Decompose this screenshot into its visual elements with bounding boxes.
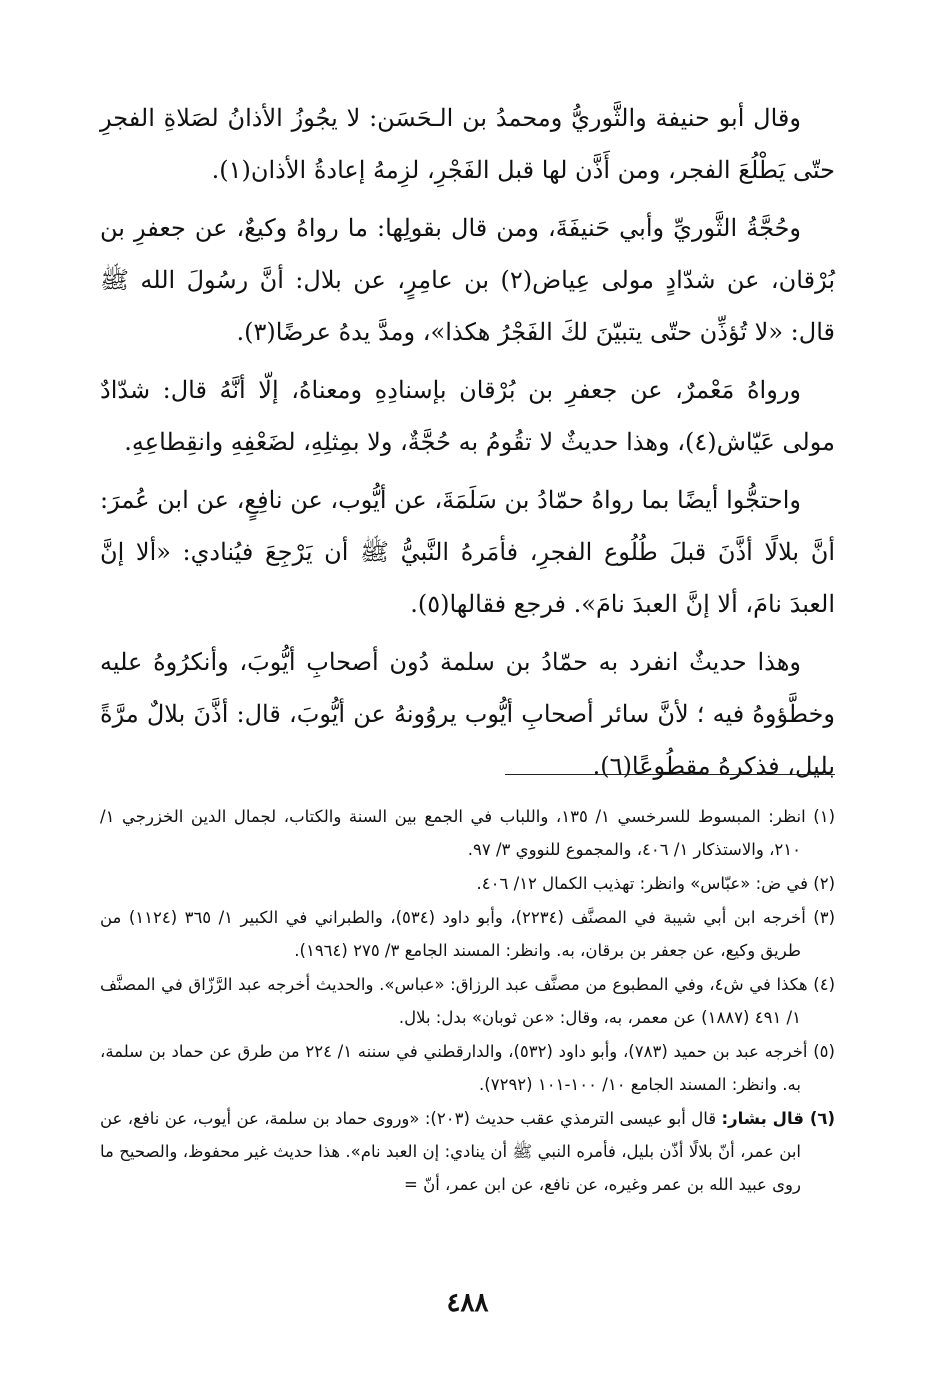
paragraph: واحتجُّوا أيضًا بما رواهُ حمّادُ بن سَلَمَةَ، عن أيُّوب، عن نافِعٍ، عن ابن عُمرَ: أنَّ بلالًا أذَّنَ قبلَ طُلُوع الفجرِ، فأمَرهُ النَّبيُّ ﷺ أن يَرْجِعَ فيُنادي: «ألا إنَّ العبدَ نامَ، ألا إنَّ العبدَ نامَ». فرجع فقالها(٥). bbox=[99, 486, 836, 618]
footnote bbox=[100, 1102, 835, 1201]
footnote-text: (٤) هكذا في ش٤، وفي المطبوع من مصنَّف عبد الرزاق: «عباس». والحديث أخرجه عبد الرَّزّاق في المصنَّف ١/ ٤٩١ (١٨٨٧) عن معمر، به، وقال: «عن ثوبان» بدل: بلال. bbox=[100, 975, 835, 1027]
footnote-separator bbox=[505, 774, 835, 775]
footnote bbox=[100, 968, 835, 1034]
paragraph: وقال أبو حنيفة والثَّوريُّ ومحمدُ بن الـحَسَن: لا يجُوزُ الأذانُ لصَلاةِ الفجرِ حتّى يَطْلُعَ الفجر، ومن أَذَّن لها قبل الفَجْرِ، لزِمهُ إعادةُ الأذان(١). bbox=[100, 104, 835, 184]
footnote-text: قال أبو عيسى الترمذي عقب حديث (٢٠٣): «وروى حماد بن سلمة، عن أيوب، عن نافع، عن ابن عمر، أنّ بلالًا أذّن بليل، فأمره النبي ﷺ أن ينادي: إن العبد نام». هذا حديث غير محفوظ، والصحيح ما روى عبيد الله بن عمر وغيره، عن نافع، عن ابن عمر، أنّ = bbox=[100, 1109, 801, 1194]
footnote-lead: (٦) قال بشار: bbox=[721, 1109, 835, 1128]
footnote bbox=[100, 800, 835, 866]
page-number: ٤٨٨ bbox=[446, 1288, 489, 1318]
footnote-text: (٢) في ض: «عبّاس» وانظر: تهذيب الكمال ١٢/ ٤٠٦. bbox=[476, 874, 835, 893]
footnote bbox=[100, 1035, 835, 1101]
footnote-text: (٣) أخرجه ابن أبي شيبة في المصنَّف (٢٢٣٤)، وأبو داود (٥٣٤)، والطبراني في الكبير ١/ ٣٦٥ (١١٢٤) من طريق وكيع، عن جعفر بن برقان، به. وانظر: المسند الجامع ٣/ ٢٧٥ (١٩٦٤). bbox=[100, 908, 835, 960]
footnotes bbox=[100, 800, 835, 1201]
footnote bbox=[100, 901, 835, 967]
footnote bbox=[100, 867, 835, 900]
footnote-text: (١) انظر: المبسوط للسرخسي ١/ ١٣٥، واللباب في الجمع بين السنة والكتاب، لجمال الدين الخزرجي ١/ ٢١٠، والاستذكار ١/ ٤٠٦، والمجموع للنووي ٣/ ٩٧. bbox=[100, 807, 835, 859]
paragraph: ورواهُ مَعْمرٌ، عن جعفرِ بن بُرْقان بإسنادِهِ ومعناهُ، إلّا أنَّهُ قال: شدّادٌ مولى عَيّاش(٤)، وهذا حديثٌ لا تقُومُ به حُجَّةٌ، ولا بمِثلِهِ، لضَعْفِهِ وانقِطاعِهِ. bbox=[100, 376, 835, 456]
paragraph: وحُجَّةُ الثَّوريِّ وأبي حَنيفَةَ، ومن قال بقولِها: ما رواهُ وكيعٌ، عن جعفرِ بن بُرْقان، عن شدّادٍ مولى عِياض(٢) بن عامِرٍ، عن بلال: أنَّ رسُولَ الله ﷺ قال: «لا تُؤذِّن حتّى يتبيّنَ لكَ الفَجْرُ هكذا»، ومدَّ يدهُ عرضًا(٣). bbox=[100, 214, 835, 346]
main-text bbox=[100, 92, 835, 792]
paragraph: وهذا حديثٌ انفرد به حمّادُ بن سلمة دُون أصحابِ أيُّوبَ، وأنكرُوهُ عليه وخطَّؤوهُ فيه ؛ لأنَّ سائر أصحابِ أيُّوب يروُونهُ عن أيُّوبَ، قال: أذَّنَ بلالٌ مرَّةً بليل، فذكرهُ مقطُوعًا(٦). bbox=[100, 648, 835, 780]
footnote-text: (٥) أخرجه عبد بن حميد (٧٨٣)، وأبو داود (٥٣٢)، والدارقطني في سننه ١/ ٢٢٤ من طرق عن حماد بن سلمة، به. وانظر: المسند الجامع ١٠/ ١٠٠-١٠١ (٧٢٩٢). bbox=[100, 1042, 835, 1094]
